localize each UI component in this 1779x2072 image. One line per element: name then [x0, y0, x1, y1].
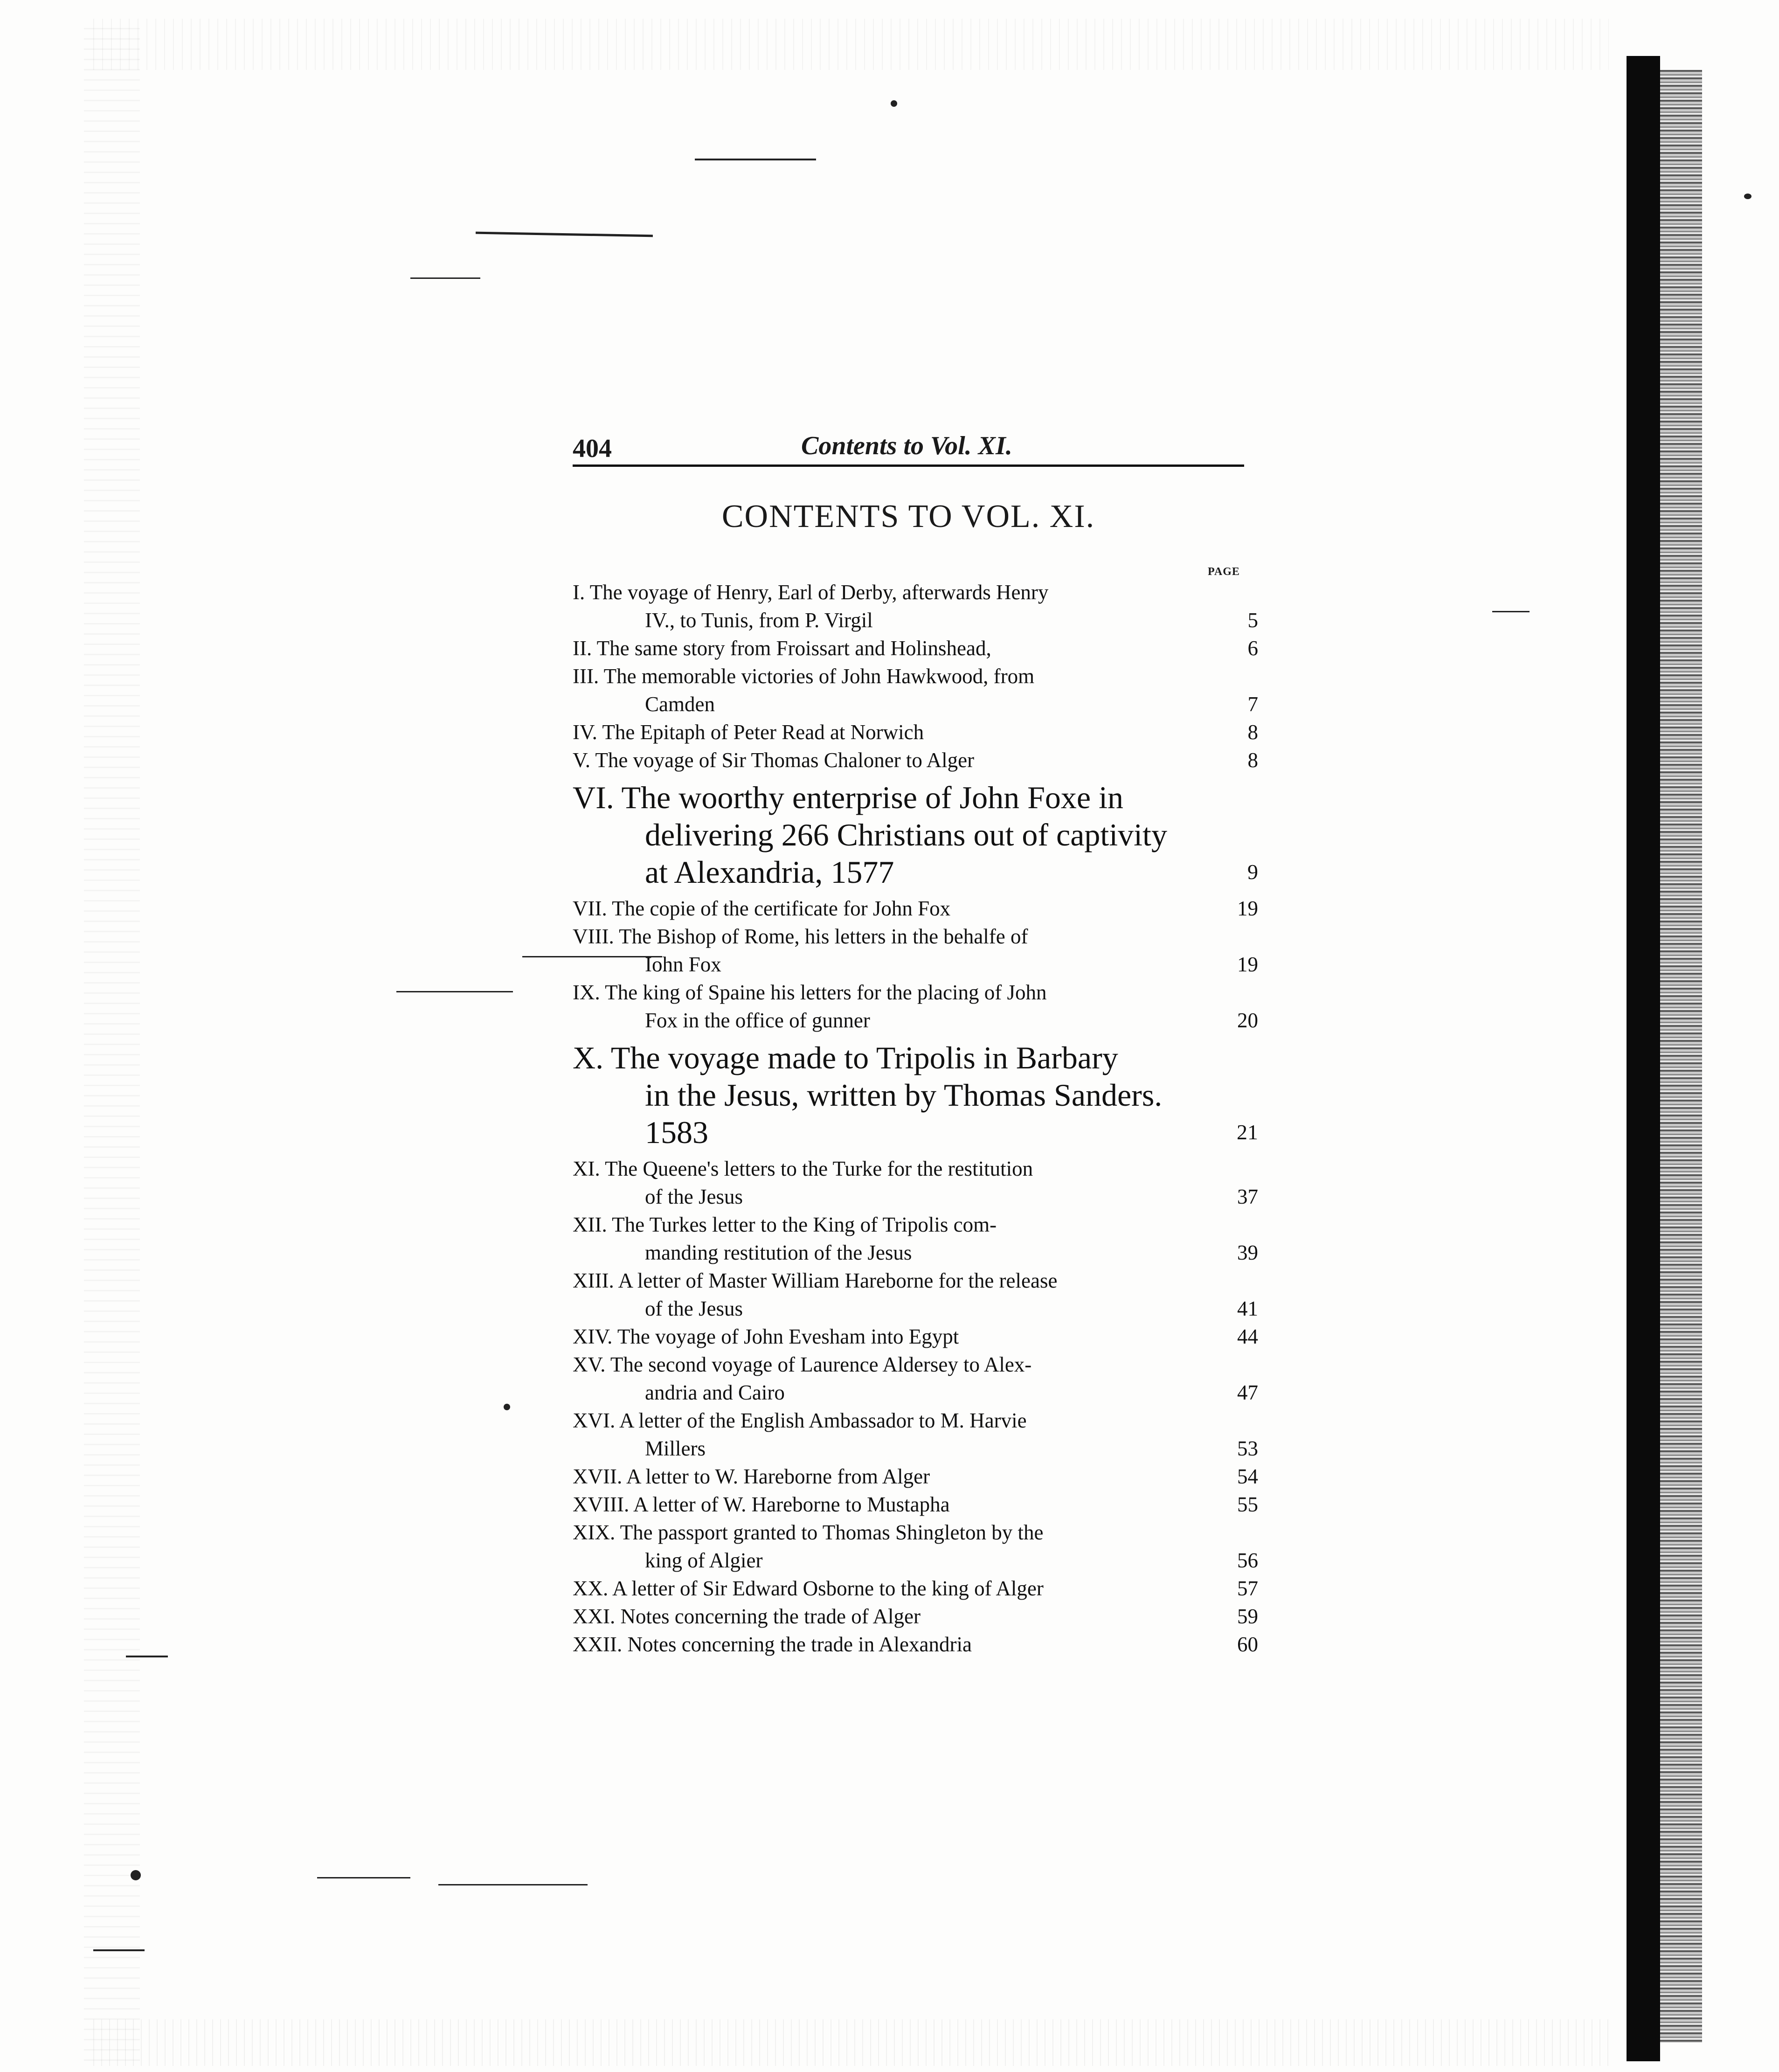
- toc-entry-line: manding restitution of the Jesus: [645, 1241, 912, 1264]
- toc-entry-line: V. The voyage of Sir Thomas Chaloner to Alger: [573, 748, 975, 772]
- toc-entry-line: XVI. A letter of the English Ambassador to M. Harvie: [573, 1409, 1027, 1432]
- toc-page-number: 19: [1237, 953, 1258, 976]
- scan-mark: [438, 1884, 588, 1885]
- toc-entry: [573, 1407, 1258, 1462]
- toc-entry-line: XI. The Queene's letters to the Turke for the restitution: [573, 1157, 1033, 1180]
- toc-page-number: 41: [1237, 1297, 1258, 1320]
- scan-noise-bottom: [93, 2019, 1609, 2066]
- page-title: CONTENTS TO VOL. XI.: [721, 499, 1095, 534]
- toc-entry: [573, 1490, 1258, 1518]
- toc-entry: [573, 922, 1258, 978]
- toc-entry: [573, 894, 1258, 922]
- toc-page-number: 6: [1247, 637, 1258, 660]
- toc-entry-line: XXI. Notes concerning the trade of Alger: [573, 1605, 921, 1628]
- toc-entry-line: XXII. Notes concerning the trade in Alexandria: [573, 1633, 972, 1656]
- toc-entry: [573, 1039, 1258, 1151]
- toc-entry-line: XX. A letter of Sir Edward Osborne to the king of Alger: [573, 1577, 1044, 1600]
- toc-page-number: 56: [1237, 1549, 1258, 1572]
- toc-entry: [573, 1351, 1258, 1407]
- toc-page-number: 7: [1247, 693, 1258, 716]
- toc-entry: [573, 634, 1258, 662]
- toc-entry-line: X. The voyage made to Tripolis in Barbary: [573, 1040, 1118, 1075]
- toc-entry-line: IV. The Epitaph of Peter Read at Norwich: [573, 721, 924, 744]
- toc-entry-line: at Alexandria, 1577: [645, 854, 894, 890]
- toc-entry-line: IX. The king of Spaine his letters for the placing of John: [573, 981, 1047, 1004]
- toc-page-number: 59: [1237, 1605, 1258, 1628]
- toc-entry-line: Millers: [645, 1437, 706, 1460]
- scan-mark: [410, 277, 480, 279]
- toc-entry: [573, 1574, 1258, 1602]
- book-binding-edge: [1660, 70, 1702, 2043]
- toc-page-number: 60: [1237, 1633, 1258, 1656]
- toc-entry-line: I. The voyage of Henry, Earl of Derby, afterwards Henry: [573, 581, 1049, 604]
- toc-page-number: 44: [1237, 1325, 1258, 1348]
- toc-entry-line: XVIII. A letter of W. Hareborne to Mustapha: [573, 1493, 950, 1516]
- toc-entry-line: Fox in the office of gunner: [645, 1009, 870, 1032]
- table-of-contents: [573, 578, 1258, 1658]
- toc-page-number: 53: [1237, 1437, 1258, 1460]
- toc-entry: [573, 1155, 1258, 1211]
- toc-page-number: 54: [1237, 1465, 1258, 1488]
- running-header: [573, 424, 1244, 466]
- toc-page-number: 39: [1237, 1241, 1258, 1264]
- toc-page-number: 47: [1237, 1381, 1258, 1404]
- toc-entry-line: of the Jesus: [645, 1297, 743, 1320]
- toc-entry-line: Iohn Fox: [645, 953, 721, 976]
- toc-entry-line: delivering 266 Christians out of captivity: [645, 817, 1167, 852]
- running-head: Contents to Vol. XI.: [801, 431, 1012, 460]
- toc-entry: [573, 718, 1258, 746]
- toc-entry: [573, 978, 1258, 1034]
- scan-mark: [1492, 611, 1530, 612]
- scan-noise-top: [93, 19, 1609, 70]
- toc-entry: [573, 1267, 1258, 1323]
- toc-entry: [573, 662, 1258, 718]
- scan-mark: [1744, 194, 1751, 199]
- scan-mark: [396, 991, 513, 992]
- toc-entry-line: king of Algier: [645, 1549, 763, 1572]
- toc-page-number: 9: [1247, 860, 1258, 884]
- toc-entry-line: II. The same story from Froissart and Holinshead,: [573, 637, 991, 660]
- toc-entry-line: VIII. The Bishop of Rome, his letters in the behalfe of: [573, 925, 1028, 948]
- toc-entry-line: in the Jesus, written by Thomas Sanders.: [645, 1077, 1163, 1113]
- toc-page-number: 8: [1247, 748, 1258, 772]
- scan-noise-left: [84, 28, 140, 2061]
- toc-entry-line: III. The memorable victories of John Hawkwood, from: [573, 665, 1035, 688]
- header-rule: [573, 464, 1244, 467]
- toc-entry: [573, 1462, 1258, 1490]
- toc-page-number: 5: [1247, 609, 1258, 632]
- toc-entry: [573, 746, 1258, 774]
- toc-entry: [573, 1323, 1258, 1351]
- toc-entry-line: 1583: [645, 1115, 708, 1150]
- scan-mark: [126, 1656, 168, 1657]
- toc-entry: [573, 1630, 1258, 1658]
- toc-entry-line: andria and Cairo: [645, 1381, 785, 1404]
- toc-entry: [573, 1602, 1258, 1630]
- toc-entry: [573, 578, 1258, 634]
- page-number: 404: [573, 434, 612, 463]
- scan-mark: [317, 1877, 410, 1878]
- toc-entry-line: of the Jesus: [645, 1185, 743, 1208]
- toc-entry-line: XIII. A letter of Master William Hareborne for the release: [573, 1269, 1058, 1292]
- toc-entry: [573, 1211, 1258, 1267]
- toc-page-number: 37: [1237, 1185, 1258, 1208]
- toc-entry-line: Camden: [645, 693, 715, 716]
- toc-entry: [573, 1518, 1258, 1574]
- scan-mark: [93, 1949, 145, 1951]
- toc-entry-line: XIX. The passport granted to Thomas Shingleton by the: [573, 1521, 1044, 1544]
- toc-page-number: 55: [1237, 1493, 1258, 1516]
- toc-entry-line: VI. The woorthy enterprise of John Foxe in: [573, 780, 1123, 815]
- toc-entry-line: XV. The second voyage of Laurence Aldersey to Alex-: [573, 1353, 1032, 1376]
- toc-entry: [573, 779, 1258, 891]
- scan-mark: [695, 159, 816, 160]
- toc-entry-line: XII. The Turkes letter to the King of Tripolis com-: [573, 1213, 997, 1236]
- toc-page-number: 19: [1237, 897, 1258, 920]
- toc-entry-line: IV., to Tunis, from P. Virgil: [645, 609, 873, 632]
- book-binding-shadow: [1627, 56, 1660, 2061]
- toc-entry-line: XVII. A letter to W. Hareborne from Alger: [573, 1465, 930, 1488]
- toc-entry-line: VII. The copie of the certificate for John Fox: [573, 897, 951, 920]
- toc-page-number: 57: [1237, 1577, 1258, 1600]
- scan-mark: [131, 1870, 141, 1880]
- scan-mark: [891, 100, 897, 107]
- toc-entry-line: XIV. The voyage of John Evesham into Egypt: [573, 1325, 959, 1348]
- toc-page-number: 21: [1237, 1120, 1258, 1144]
- toc-page-number: 8: [1247, 721, 1258, 744]
- page-column-label: PAGE: [1208, 566, 1240, 578]
- toc-page-number: 20: [1237, 1009, 1258, 1032]
- scan-mark: [504, 1404, 510, 1410]
